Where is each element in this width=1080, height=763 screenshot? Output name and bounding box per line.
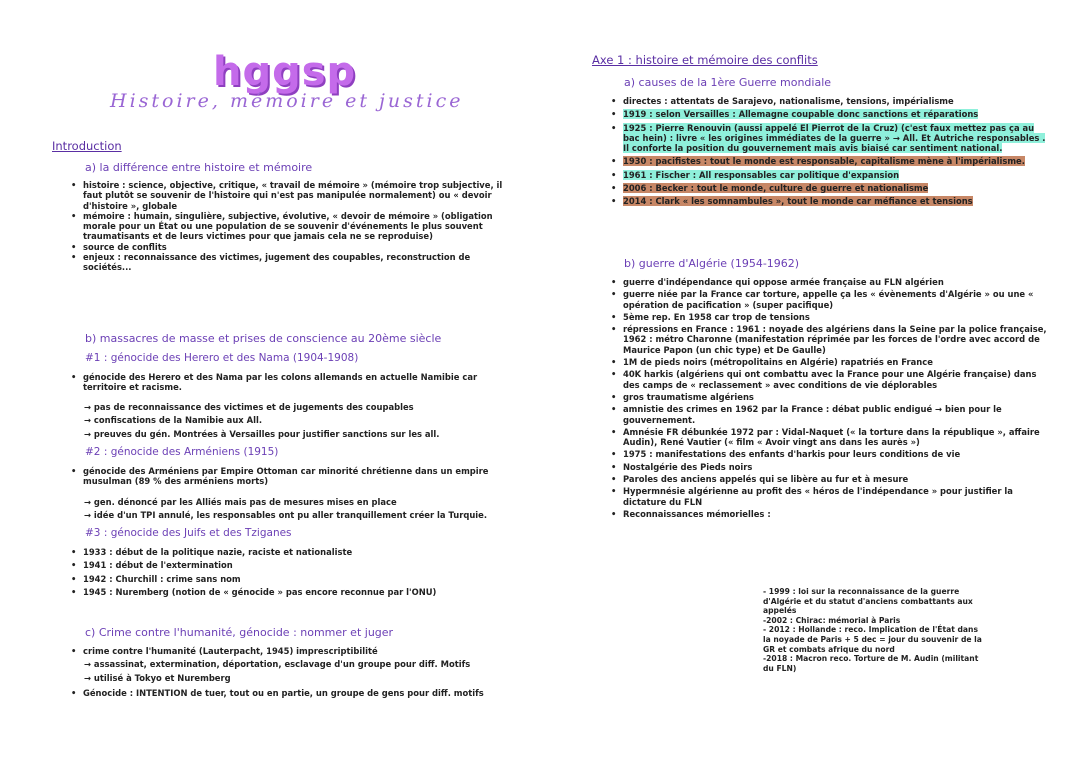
item-text: 1919 : selon Versailles : Allemagne coupable donc sanctions et réparations: [623, 109, 979, 120]
item-text: 1961 : Fischer : All responsables car politique d'expansion: [623, 169, 900, 180]
memo-line: - 2012 : Hollande : reco. Implication de l'État dans la noyade de Paris + 5 dec = jour du souvenir de la GR et combats afrique du nord: [763, 625, 982, 654]
section-c-list: [70, 646, 503, 656]
list-item: • guerre d'indépendance qui oppose armée française au FLN algérien: [623, 277, 1048, 287]
list-item: • guerre niée par la France car torture, appelle ça les « évènements d'Algérie » ou une « opération de pacification » (super pacifique): [623, 289, 1048, 310]
axe-b-list: [610, 277, 1048, 519]
list-item: [623, 170, 1053, 180]
section-c-list-2: [70, 688, 513, 698]
arrow-line: → preuves du gén. Montrées à Versailles pour justifier sanctions sur les all.: [84, 429, 440, 439]
list-item: • 40K harkis (algériens qui ont combattu avec la France pour une Algérie française) dans des camps de « reclassement » avec conditions de vie déplorables: [623, 369, 1048, 390]
list-item: • source de conflits: [83, 242, 503, 252]
list-item: • Amnésie FR débunkée 1972 par : Vidal-Naquet (« la torture dans la république », affaire Audin), René Vautier (« film « Avoir vingt ans dans les aurès »): [623, 427, 1048, 448]
list-item: • 5ème rep. En 1958 car trop de tensions: [623, 312, 1048, 322]
section-c-heading: c) Crime contre l'humanité, génocide : nommer et juger: [85, 626, 394, 639]
list-item: • Reconnaissances mémorielles :: [623, 509, 1048, 519]
list-item: • 1933 : début de la politique nazie, raciste et nationaliste: [83, 547, 503, 557]
list-item: • 1945 : Nuremberg (notion de « génocide » pas encore reconnue par l'ONU): [83, 587, 503, 597]
list-item: • mémoire : humain, singulière, subjective, évolutive, « devoir de mémoire » (obligation morale pour un État ou une population de se souvenir d'événements le plus souvent traumatisants et de leurs victimes pour que jamais cela ne se reproduise): [83, 211, 503, 242]
list-item: [623, 156, 1053, 166]
axe-b-heading: b) guerre d'Algérie (1954-1962): [624, 257, 800, 270]
logo-title: hggsp: [213, 49, 357, 95]
page-subtitle: Histoire, mémoire et justice: [110, 90, 464, 112]
list-item: [623, 123, 1053, 154]
list-item: • gros traumatisme algériens: [623, 392, 1048, 402]
introduction-heading: Introduction: [52, 139, 122, 153]
arrow-line: → idée d'un TPI annulé, les responsables ont pu aller tranquillement créer la Turquie.: [84, 510, 488, 520]
memo-line: -2002 : Chirac: mémorial à Paris: [763, 615, 901, 625]
memorial-recognitions: [763, 587, 983, 673]
arrow-line: → pas de reconnaissance des victimes et de jugements des coupables: [84, 402, 414, 412]
list-item: • génocide des Herero et des Nama par les colons allemands en actuelle Namibie car territoire et racisme.: [83, 372, 493, 393]
memo-line: - 1999 : loi sur la reconnaissance de la guerre d'Algérie et du statut d'anciens combattants aux appelés: [763, 587, 973, 616]
arrow-line: → utilisé à Tokyo et Nuremberg: [84, 673, 231, 683]
list-item: • Nostalgérie des Pieds noirs: [623, 462, 1048, 472]
list-item: • histoire : science, objective, critique, « travail de mémoire » (mémoire trop subjective, il faut plutôt se souvenir de l'histoire qui n'est pas manipulée normalement) ou « devoir d'histoire », globale: [83, 180, 503, 211]
list-item: [623, 196, 1053, 206]
list-item: • génocide des Arméniens par Empire Ottoman car minorité chrétienne dans un empire musulman (89 % des arméniens morts): [83, 466, 503, 487]
list-item: [623, 109, 1053, 119]
genocide-1-list: [70, 372, 493, 393]
list-item: • 1975 : manifestations des enfants d'harkis pour leurs conditions de vie: [623, 449, 1048, 459]
list-item: • enjeux : reconnaissance des victimes, jugement des coupables, reconstruction de sociétés...: [83, 252, 503, 273]
list-item: • amnistie des crimes en 1962 par la France : débat public endigué → bien pour le gouvernement.: [623, 404, 1048, 425]
axe-a-heading: a) causes de la 1ère Guerre mondiale: [624, 76, 832, 89]
genocide-3-heading: #3 : génocide des Juifs et des Tziganes: [85, 527, 292, 539]
axe-heading: Axe 1 : histoire et mémoire des conflits: [592, 53, 818, 67]
item-text: directes : attentats de Sarajevo, nationalisme, tensions, impérialisme: [623, 96, 954, 106]
item-text: 1925 : Pierre Renouvin (aussi appelé El Pierrot de la Cruz) (c'est faux mettez pas ça au bac hein) : livre « les origines immédiates de la guerre » → All. Et Autriche responsables . Il conforte la position du gouvernement mais avis biaisé car sentiment national.: [623, 122, 1046, 154]
list-item: • 1M de pieds noirs (métropolitains en Algérie) rapatriés en France: [623, 357, 1048, 367]
list-item: • 1942 : Churchill : crime sans nom: [83, 574, 503, 584]
genocide-1-heading: #1 : génocide des Herero et des Nama (1904-1908): [85, 352, 359, 364]
item-text: 2006 : Becker : tout le monde, culture de guerre et nationalisme: [623, 183, 929, 194]
list-item: • Génocide : INTENTION de tuer, tout ou en partie, un groupe de gens pour diff. motifs: [83, 688, 513, 698]
memo-line: -2018 : Macron reco. Torture de M. Audin (militant du FLN): [763, 654, 979, 673]
list-item: [623, 183, 1053, 193]
intro-a-list: [70, 180, 503, 273]
genocide-2-list: [70, 466, 503, 487]
axe-a-list: [610, 96, 1053, 207]
list-item: • répressions en France : 1961 : noyade des algériens dans la Seine par la police française, 1962 : métro Charonne (manifestation réprimée par les forces de l'ordre avec accord de Maurice Papon (un chic type) et De Gaulle): [623, 324, 1048, 355]
item-text: 1930 : pacifistes : tout le monde est responsable, capitalisme mène à l'impérialisme.: [623, 156, 1025, 167]
list-item: • crime contre l'humanité (Lauterpacht, 1945) imprescriptibilité: [83, 646, 503, 656]
genocide-2-heading: #2 : génocide des Arméniens (1915): [85, 446, 279, 458]
arrow-line: → confiscations de la Namibie aux All.: [84, 415, 262, 425]
arrow-line: → assassinat, extermination, déportation, esclavage d'un groupe pour diff. Motifs: [84, 659, 471, 669]
list-item: • 1941 : début de l'extermination: [83, 560, 503, 570]
genocide-3-list: [70, 547, 503, 597]
item-text: 2014 : Clark « les somnambules », tout le monde car méfiance et tensions: [623, 196, 973, 207]
section-a-heading: a) la différence entre histoire et mémoire: [85, 161, 313, 174]
list-item: • Hypermnésie algérienne au profit des « héros de l'indépendance » pour justifier la dictature du FLN: [623, 486, 1048, 507]
list-item: • Paroles des anciens appelés qui se libère au fur et à mesure: [623, 474, 1048, 484]
list-item: [623, 96, 1053, 106]
arrow-line: → gen. dénoncé par les Alliés mais pas de mesures mises en place: [84, 497, 397, 507]
section-b-heading: b) massacres de masse et prises de conscience au 20ème siècle: [85, 332, 442, 345]
